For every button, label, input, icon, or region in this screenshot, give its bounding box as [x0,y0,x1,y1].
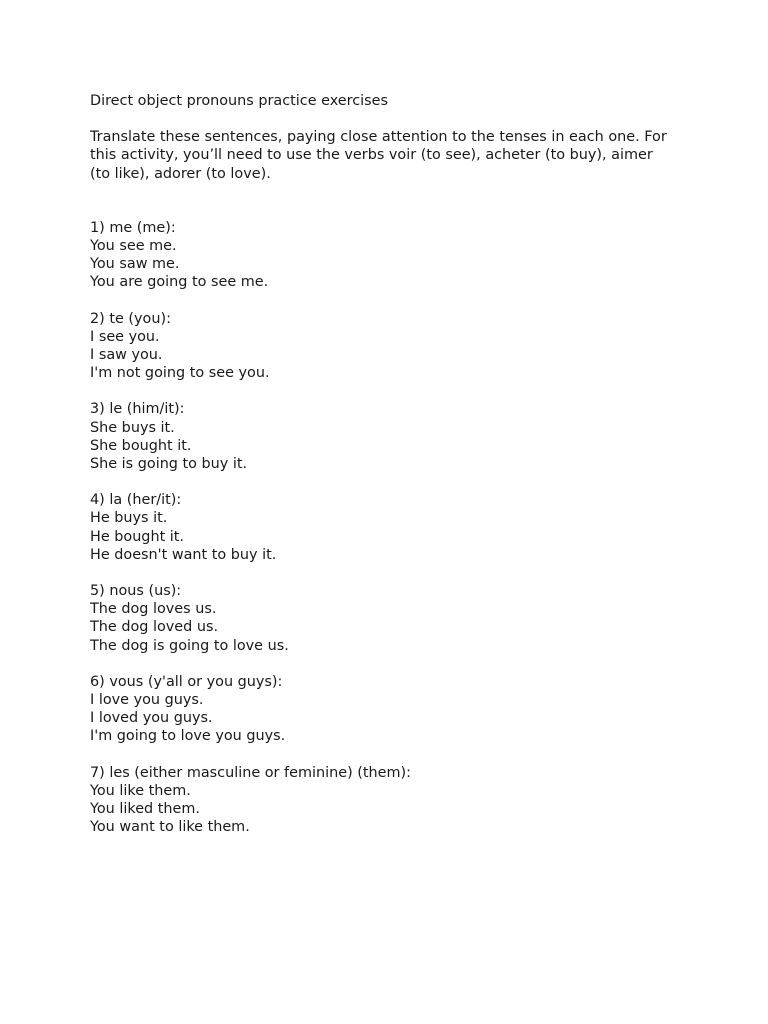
exercise-sentence: He doesn't want to buy it. [90,546,277,563]
exercise-2 [90,310,690,383]
exercise-3 [90,400,690,473]
exercise-1 [90,219,690,292]
exercise-sentence: She buys it. [90,419,175,436]
exercise-sentence: You like them. [90,782,191,799]
document-title: Direct object pronouns practice exercises [90,93,389,109]
exercise-sentence: He bought it. [90,528,184,545]
exercise-5 [90,582,690,655]
exercise-heading: 6) vous (y'all or you guys): [90,673,283,690]
exercise-heading: 4) la (her/it): [90,492,182,509]
exercise-sentence: You see me. [90,238,177,255]
exercise-4 [90,491,690,564]
exercise-heading: 5) nous (us): [90,583,182,600]
exercise-heading: 2) te (you): [90,310,171,327]
document-page [90,92,690,855]
exercise-heading: 3) le (him/it): [90,401,185,418]
exercise-sentence: I see you. [90,328,160,345]
exercise-sentence: The dog loved us. [90,619,219,636]
exercise-7 [90,764,690,837]
exercise-heading: 1) me (me): [90,219,176,236]
exercise-sentence: I'm not going to see you. [90,365,270,382]
exercise-sentence: He buys it. [90,510,168,527]
exercise-sentence: I loved you guys. [90,710,213,727]
exercise-sentence: You want to like them. [90,819,250,836]
exercise-sentence: The dog is going to love us. [90,637,289,654]
exercise-sentence: You are going to see me. [90,274,269,291]
exercise-sentence: You liked them. [90,801,200,818]
exercise-sentence: You saw me. [90,256,180,273]
exercise-heading: 7) les (either masculine or feminine) (them): [90,764,411,781]
exercise-sentence: I'm going to love you guys. [90,728,286,745]
exercise-sentence: The dog loves us. [90,601,217,618]
exercise-sentence: She is going to buy it. [90,456,248,473]
exercise-6 [90,673,690,746]
exercise-sentence: I saw you. [90,347,163,364]
instructions-paragraph: Translate these sentences, paying close attention to the tenses in each one. For this activity, you’ll need to use the verbs voir (to see), acheter (to buy), aimer (to like), adorer (to love). [90,129,667,182]
exercise-sentence: I love you guys. [90,692,204,709]
exercise-sentence: She bought it. [90,437,192,454]
